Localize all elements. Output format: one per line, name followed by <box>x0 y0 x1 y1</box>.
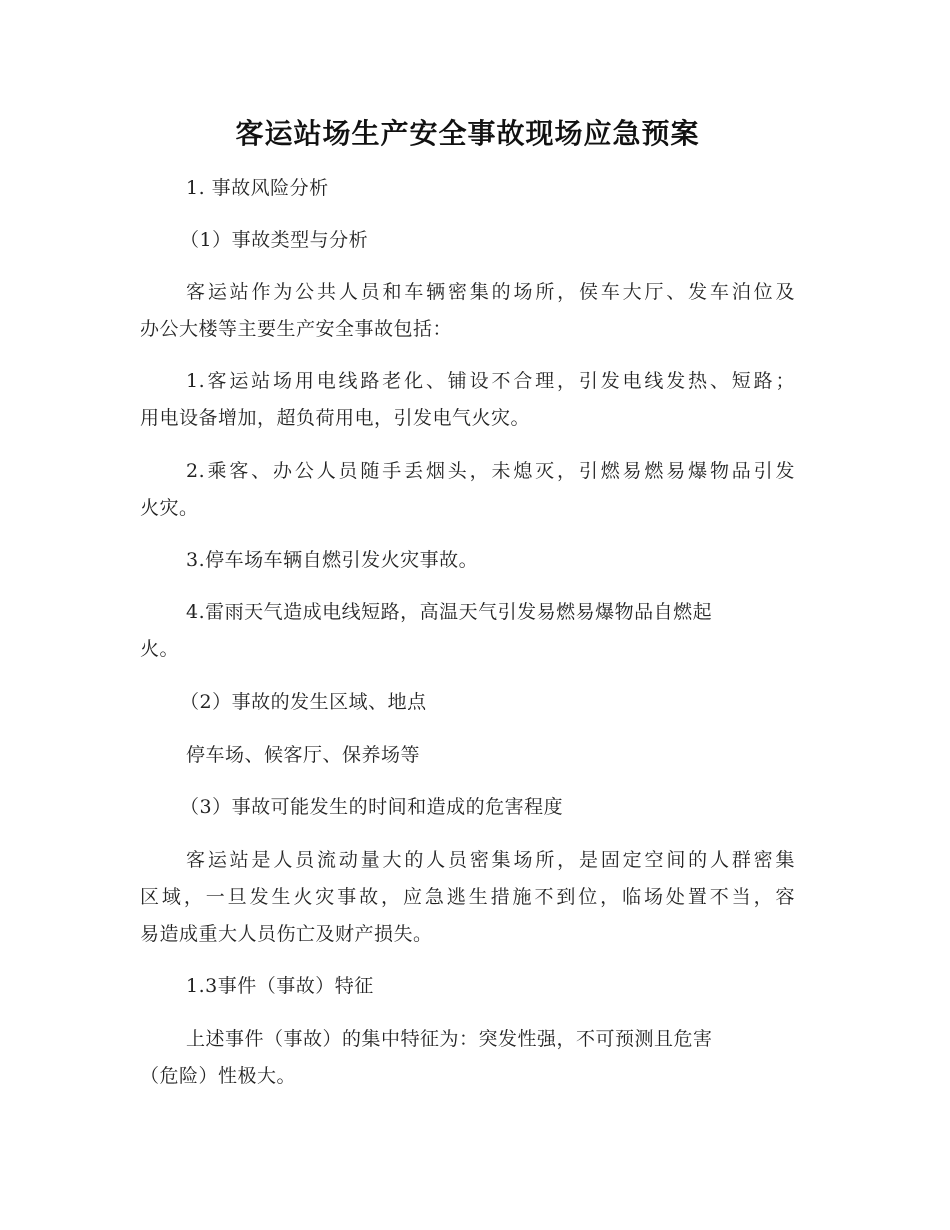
paragraph-line: 易造成重大人员伤亡及财产损失。 <box>140 923 433 945</box>
list-item-line: 4.雷雨天气造成电线短路，高温天气引发易燃易爆物品自燃起 <box>186 601 713 623</box>
list-item-line: 火。 <box>140 638 180 660</box>
paragraph-line: 停车场、候客厅、保养场等 <box>186 744 421 766</box>
section-heading: 1.3事件（事故）特征 <box>186 975 374 997</box>
document-title: 客运站场生产安全事故现场应急预案 <box>235 117 700 150</box>
list-item-line: 用电设备增加，超负荷用电，引发电气火灾。 <box>140 407 531 429</box>
section-heading: 1. 事故风险分析 <box>186 177 329 199</box>
list-item-line: 1.客运站场用电线路老化、铺设不合理，引发电线发热、短路； <box>186 370 795 392</box>
list-item-line: 2.乘客、办公人员随手丢烟头，未熄灭，引燃易燃易爆物品引发 <box>186 460 795 482</box>
paragraph-line: 上述事件（事故）的集中特征为：突发性强，不可预测且危害 <box>186 1028 713 1050</box>
paragraph-line: 区域，一旦发生火灾事故，应急逃生措施不到位，临场处置不当，容 <box>140 886 795 908</box>
list-item-line: 3.停车场车辆自燃引发火灾事故。 <box>186 549 479 571</box>
paragraph-line: （危险）性极大。 <box>140 1065 297 1087</box>
list-item-line: 火灾。 <box>140 497 199 519</box>
subsection-heading: （2）事故的发生区域、地点 <box>180 691 427 713</box>
paragraph-line: 客运站是人员流动量大的人员密集场所，是固定空间的人群密集 <box>186 849 795 871</box>
paragraph-line: 客运站作为公共人员和车辆密集的场所，侯车大厅、发车泊位及 <box>186 281 795 303</box>
subsection-heading: （3）事故可能发生的时间和造成的危害程度 <box>180 796 564 818</box>
subsection-heading: （1）事故类型与分析 <box>180 229 369 251</box>
paragraph-line: 办公大楼等主要生产安全事故包括： <box>140 318 453 340</box>
